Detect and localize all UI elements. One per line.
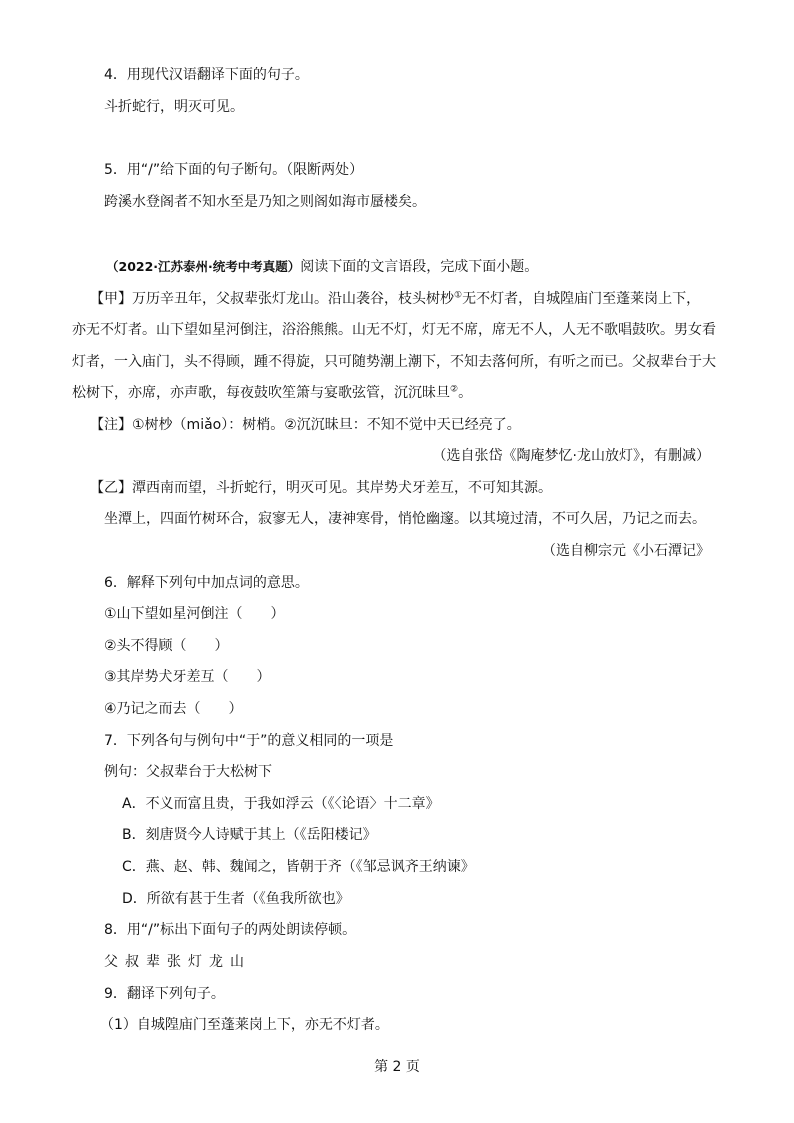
q6-item-2: ②头不得顾（ ） [104, 638, 229, 654]
passage-intro: 阅读下面的文言语段，完成下面小题。 [300, 259, 539, 275]
q7-prompt: 7．下列各句与例句中“于”的意义相同的一项是 [104, 733, 394, 749]
q4-sentence: 斗折蛇行，明灭可见。 [104, 99, 244, 115]
page-number: 第 2 页 [374, 1059, 420, 1075]
yi-source: （选自柳宗元《小石潭记》 [542, 543, 710, 559]
note-1-marker: ① [454, 290, 463, 301]
yi-paragraph-line-1: 【乙】潭西南而望，斗折蛇行，明灭可见。其岸势犬牙差互，不可知其源。 [90, 480, 552, 496]
q5-prompt: 5．用“/”给下面的句子断句。（限断两处） [104, 162, 364, 178]
yi-paragraph-line-2: 坐潭上，四面竹树环合，寂寥无人，凄神寒骨，悄怆幽邃。以其境过清，不可久居，乃记之而去。 [104, 511, 706, 527]
q8-sentence: 父叔辈张灯龙山 [104, 954, 251, 970]
q7-option-c: C．燕、赵、韩、魏闻之，皆朝于齐（《邹忌讽齐王纳谏》 [122, 859, 475, 875]
jia-paragraph-line-2: 亦无不灯者。山下望如星河倒注，浴浴熊熊。山无不灯，灯无不席，席无不人，人无不歌唱鼓吹。男女看 [72, 322, 716, 338]
q5-sentence: 跨溪水登阁者不知水至是乃知之则阁如海市蜃楼矣。 [104, 194, 426, 210]
jia-paragraph-line-1: 【甲】万历辛丑年，父叔辈张灯龙山。沿山袭谷，枝头树杪①无不灯者，自城隍庙门至蓬莱岗上下， [90, 290, 701, 307]
annotation-notes: 【注】①树杪（miǎo）：树梢。②沉沉昧旦：不知不觉中天已经亮了。 [90, 417, 521, 433]
q9-prompt: 9．翻译下列句子。 [104, 986, 225, 1002]
q4-prompt: 4．用现代汉语翻译下面的句子。 [104, 67, 309, 83]
q7-option-d: D．所欲有甚于生者（《鱼我所欲也》 [122, 891, 350, 907]
jia-paragraph-line-3: 灯者，一入庙门，头不得顾，踵不得旋，只可随势潮上潮下，不知去落何所，有听之而已。父叔辈台于大 [72, 354, 716, 370]
q6-item-3: ③其岸势犬牙差互（ ） [104, 669, 271, 685]
q6-prompt: 6．解释下列句中加点词的意思。 [104, 575, 309, 591]
q9-item-1: （1）自城隍庙门至蓬莱岗上下，亦无不灯者。 [100, 1017, 389, 1033]
jia-source: （选自张岱《陶庵梦忆·龙山放灯》，有删减） [432, 448, 710, 464]
q7-example: 例句：父叔辈台于大松树下 [104, 764, 272, 780]
jia-paragraph-line-4: 松树下，亦席，亦声歌，每夜鼓吹笙箫与宴歌弦管，沉沉昧旦②。 [72, 384, 473, 401]
q6-item-1: ①山下望如星河倒注（ ） [104, 606, 285, 622]
q7-option-a: A．不义而富且贵，于我如浮云（《〈论语〉十二章》 [122, 796, 440, 812]
note-2-marker: ② [450, 384, 459, 395]
passage-header [106, 258, 538, 276]
q6-item-4: ④乃记之而去（ ） [104, 701, 243, 717]
source-tag: （2022·江苏泰州·统考中考真题） [106, 259, 301, 274]
q7-option-b: B．刻唐贤今人诗赋于其上（《岳阳楼记》 [122, 827, 377, 843]
q8-prompt: 8．用“/”标出下面句子的两处朗读停顿。 [104, 922, 357, 938]
